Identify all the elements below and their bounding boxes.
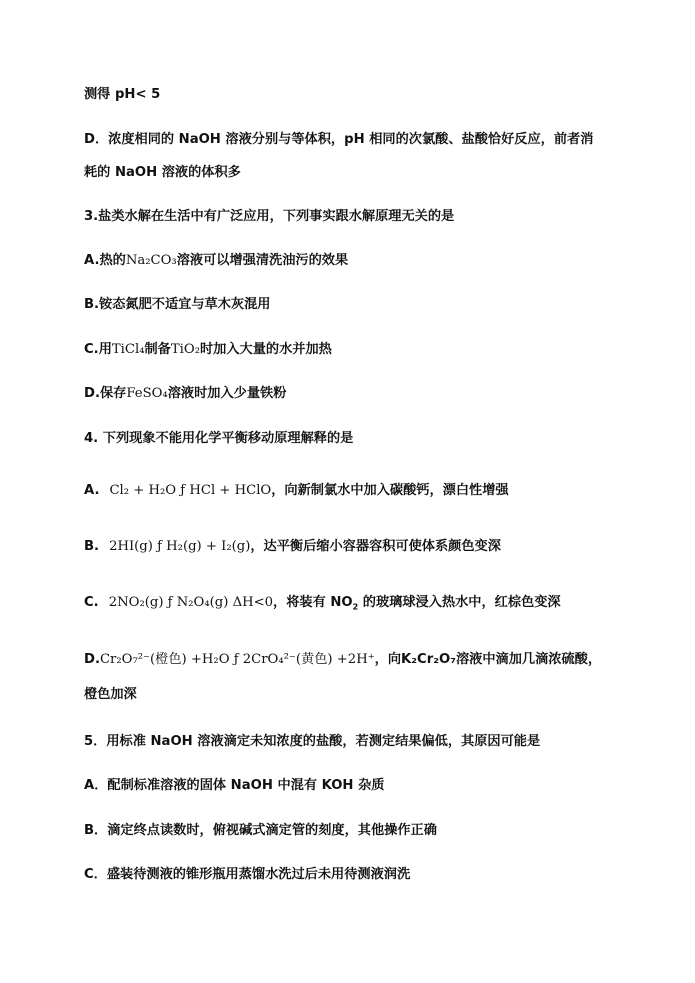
- q4-option-b: [84, 538, 501, 556]
- q3-option-a: [84, 252, 348, 270]
- equation-d: Cr₂O₇²⁻(橙色) +H₂O ƒ 2CrO₄²⁻(黄色) +2H⁺: [99, 652, 375, 667]
- formula-k2cr2o7: K₂Cr₂O₇: [401, 652, 456, 667]
- formula-ticl4: TiCl₄: [111, 342, 145, 357]
- formula-feso4: FeSO₄: [126, 386, 168, 401]
- q3-option-b: B.铵态氮肥不适宜与草木灰混用: [84, 297, 271, 312]
- q5-option-c: C．盛装待测液的锥形瓶用蒸馏水洗过后未用待测液润洗: [84, 867, 411, 882]
- q3-option-d: [84, 385, 286, 403]
- q3-option-c: [84, 341, 332, 359]
- formula-na2co3: Na₂CO₃: [125, 253, 177, 268]
- q4-a-text: ，向新制氯水中加入碳酸钙，漂白性增强: [271, 483, 509, 498]
- question-3-stem: 3.盐类水解在生活中有广泛应用，下列事实跟水解原理无关的是: [84, 209, 455, 224]
- q3-d-prefix: D.保存: [84, 386, 127, 401]
- q4-d-text: ，向: [374, 652, 402, 667]
- q4-c-text2: 的玻璃球浸入热水中，红棕色变深: [358, 595, 561, 610]
- q3-a-prefix: A.热的: [84, 253, 126, 268]
- q4-c-prefix: C.: [84, 595, 99, 610]
- q4-d-text2: 溶液中滴加几滴浓硫酸，: [455, 652, 602, 667]
- q3-a-text: 溶液可以增强清洗油污的效果: [176, 253, 349, 268]
- q4-d-prefix: D.: [84, 652, 100, 667]
- q4-option-d: [84, 651, 601, 669]
- q4-option-d-line2: 橙色加深: [84, 687, 137, 702]
- equation-a: Cl₂ + H₂O ƒ HCl + HClO: [109, 483, 272, 498]
- q5-option-b: B．滴定终点读数时，俯视碱式滴定管的刻度，其他操作正确: [84, 823, 437, 838]
- question-4-stem: 4. 下列现象不能用化学平衡移动原理解释的是: [84, 431, 354, 446]
- option-d-line1: D．浓度相同的 NaOH 溶液分别与等体积，pH 相同的次氯酸、盐酸恰好反应，前者消: [84, 132, 594, 147]
- q3-d-text: 溶液时加入少量铁粉: [167, 386, 287, 401]
- equation-b: 2HI(g) ƒ H₂(g) + I₂(g): [109, 539, 251, 554]
- q4-c-text: ，将装有 NO: [273, 595, 353, 610]
- formula-tio2: TiO₂: [170, 342, 200, 357]
- q4-option-c: [84, 594, 561, 612]
- q5-option-a: A．配制标准溶液的固体 NaOH 中混有 KOH 杂质: [84, 778, 385, 793]
- option-d-line2: 耗的 NaOH 溶液的体积多: [84, 165, 241, 180]
- q4-b-text: ，达平衡后缩小容器容积可使体系颜色变深: [250, 539, 501, 554]
- q3-c-text: 时加入大量的水并加热: [200, 342, 332, 357]
- question-5-stem: 5．用标准 NaOH 溶液滴定未知浓度的盐酸，若测定结果偏低，其原因可能是: [84, 734, 541, 749]
- q4-option-a: [84, 482, 509, 500]
- q4-b-prefix: B.: [84, 539, 100, 554]
- q3-c-mid: 制备: [144, 342, 171, 357]
- q4-a-prefix: A.: [84, 483, 100, 498]
- equation-c: 2NO₂(g) ƒ N₂O₄(g) ΔH<0: [108, 595, 274, 610]
- line-ph: 测得 pH< 5: [84, 87, 161, 102]
- q3-c-prefix: C.用: [84, 342, 112, 357]
- no2-subscript: 2: [352, 602, 359, 612]
